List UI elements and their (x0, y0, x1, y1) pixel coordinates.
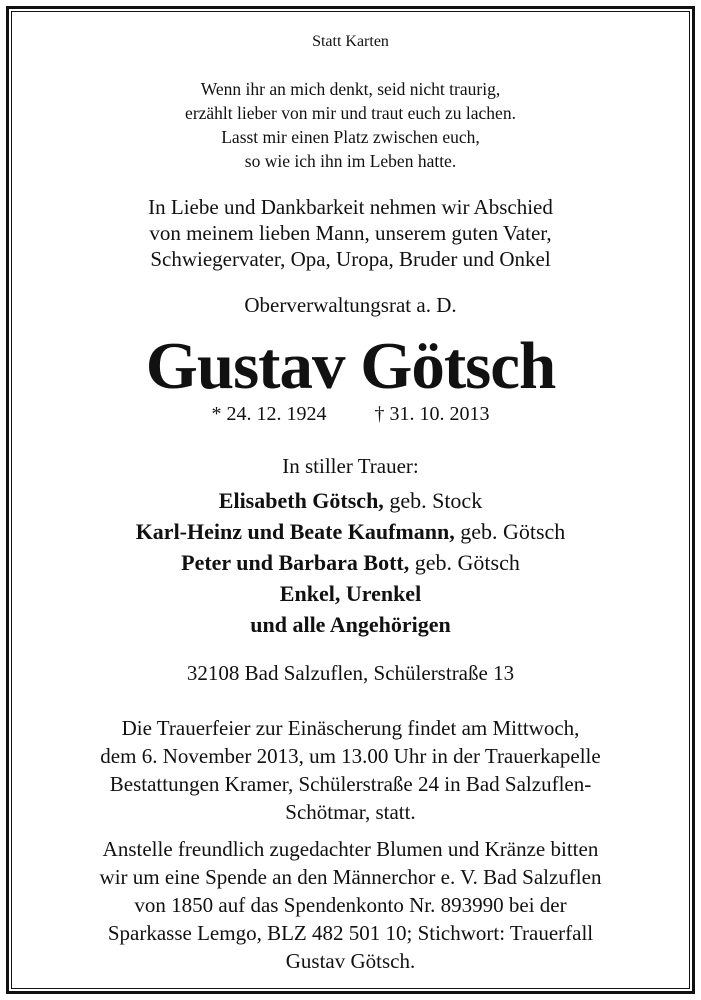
poem-line: so wie ich ihn im Leben hatte. (244, 151, 457, 171)
obituary-frame (6, 6, 695, 994)
statt-karten-header: Statt Karten (312, 33, 389, 50)
ceremony-line: Bestattungen Kramer, Schülerstraße 24 in Bad Salzuflen- (109, 772, 592, 796)
poem-line: Lasst mir einen Platz zwischen euch, (221, 127, 480, 147)
mourner-maiden-name: geb. Götsch (454, 519, 566, 544)
family-address: 32108 Bad Salzuflen, Schülerstraße 13 (186, 661, 515, 685)
life-dates (9, 403, 692, 426)
poem-line: erzählt lieber von mir und traut euch zu lachen. (185, 103, 516, 123)
mourners-list (9, 485, 692, 640)
mourner-name: Peter und Barbara Bott, (181, 550, 410, 575)
mourner-entry (9, 547, 692, 578)
deceased-name: Gustav Götsch (145, 329, 556, 403)
poem-line: Wenn ihr an mich denkt, seid nicht traurig, (200, 79, 501, 99)
birth-date: * 24. 12. 1924 (211, 403, 327, 425)
intro-line: In Liebe und Dankbarkeit nehmen wir Abschied (148, 195, 553, 219)
mourner-entry (9, 516, 692, 547)
poem (9, 77, 692, 173)
donation-line: Sparkasse Lemgo, BLZ 482 501 10; Stichwort: Trauerfall (107, 921, 594, 945)
ceremony-line: Die Trauerfeier zur Einäscherung findet am Mittwoch, (121, 716, 580, 740)
intro-line: Schwiegervater, Opa, Uropa, Bruder und Onkel (150, 247, 551, 271)
ceremony-notice (9, 714, 692, 826)
death-date: † 31. 10. 2013 (374, 403, 490, 425)
mourner-name: Elisabeth Götsch, (218, 488, 384, 513)
mourner-name: Karl-Heinz und Beate Kaufmann, (135, 519, 455, 544)
mourner-name: Enkel, Urenkel (279, 581, 422, 606)
donation-line: Gustav Götsch. (285, 949, 416, 973)
mourner-entry (9, 485, 692, 516)
mourner-entry (9, 578, 692, 609)
mourner-maiden-name: geb. Stock (383, 488, 483, 513)
mourner-name: und alle Angehörigen (250, 612, 451, 637)
donation-notice (9, 835, 692, 975)
mourner-entry (9, 609, 692, 640)
donation-line: Anstelle freundlich zugedachter Blumen und Kränze bitten (102, 837, 599, 861)
mourning-heading: In stiller Trauer: (282, 454, 419, 478)
mourner-maiden-name: geb. Götsch (409, 550, 520, 575)
donation-line: wir um eine Spende an den Männerchor e. V. Bad Salzuflen (99, 865, 602, 889)
deceased-title: Oberverwaltungsrat a. D. (244, 293, 457, 317)
intro-line: von meinem lieben Mann, unserem guten Vater, (149, 221, 552, 245)
ceremony-line: Schötmar, statt. (285, 800, 416, 824)
ceremony-line: dem 6. November 2013, um 13.00 Uhr in der Trauerkapelle (100, 744, 601, 768)
donation-line: von 1850 auf das Spendenkonto Nr. 893990 bei der (134, 893, 567, 917)
farewell-intro (9, 194, 692, 272)
